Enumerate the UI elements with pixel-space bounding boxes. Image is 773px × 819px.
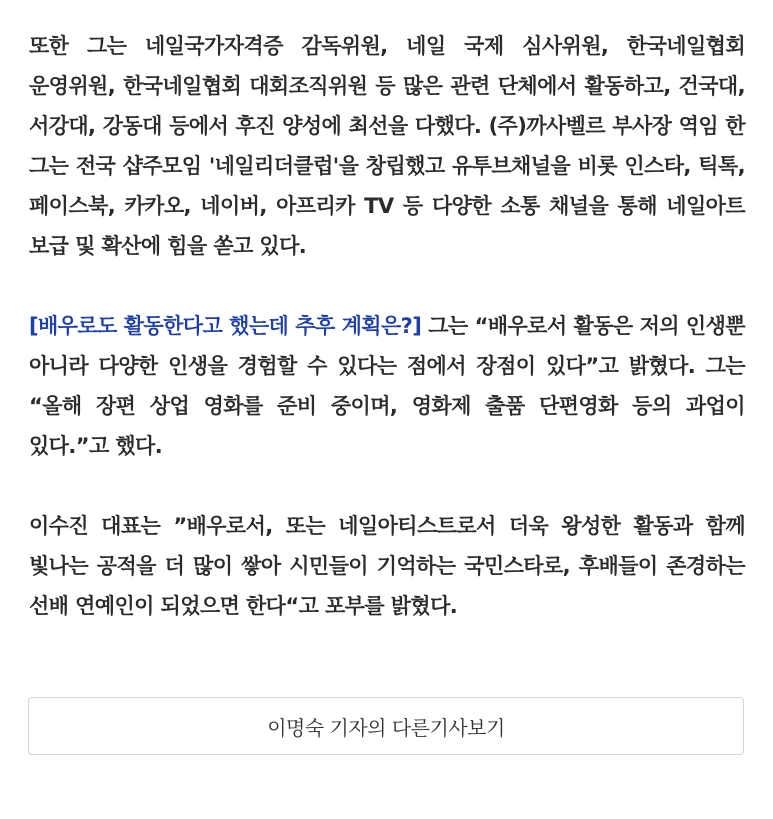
- article-body: [29, 26, 745, 626]
- article-paragraph-1: 또한 그는 네일국가자격증 감독위원, 네일 국제 심사위원, 한국네일협회 운영위원, 한국네일협회 대회조직위원 등 많은 관련 단체에서 활동하고, 건국대, 서강대, 강동대 등에서 후진 양성에 최선을 다했다. (주)까사벨르 부사장 역임 한 그는 전국 샵주모임 '네일리더클럽'을 창립했고 유투브채널을 비롯 인스타, 틱톡, 페이스북, 카카오, 네이버, 아프리카 TV 등 다양한 소통 채널을 통해 네일아트 보급 및 확산에 힘을 쏟고 있다.: [29, 34, 745, 258]
- reporter-more-articles-label: 이명숙 기자의 다른기사보기: [267, 715, 505, 740]
- reporter-more-articles-button[interactable]: [28, 697, 744, 755]
- article-paragraph-3: 이수진 대표는 ”배우로서, 또는 네일아티스트로서 더욱 왕성한 활동과 함께 빛나는 공적을 더 많이 쌓아 시민들이 기억하는 국민스타로, 후배들이 존경하는 선배 연예인이 되었으면 한다“고 포부를 밝혔다.: [29, 514, 745, 618]
- interview-question: [배우로도 활동한다고 했는데 추후 계획은?]: [29, 314, 422, 338]
- article-paragraph-2: [29, 306, 745, 466]
- interview-answer: 그는 “배우로서 활동은 저의 인생뿐 아니라 다양한 인생을 경험할 수 있다는 점에서 장점이 있다”고 밝혔다. 그는 “올해 장편 상업 영화를 준비 중이며, 영화제 출품 단편영화 등의 과업이 있다.”고 했다.: [29, 314, 745, 458]
